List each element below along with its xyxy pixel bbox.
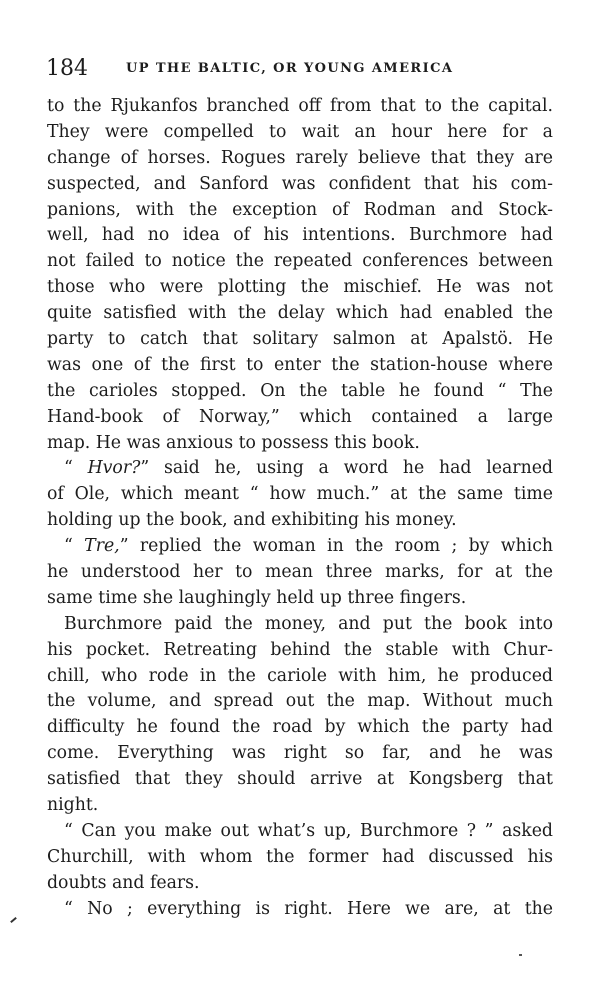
text-line: doubts and fears.	[47, 872, 200, 893]
open-quote: “	[64, 458, 88, 479]
text-line: was one of the first to enter the station-house where	[47, 354, 553, 375]
italic-word: Tre,	[84, 536, 120, 557]
page-number: 184	[46, 56, 88, 81]
running-title: UP THE BALTIC, OR YOUNG AMERICA	[126, 61, 454, 76]
text-line: Hand-book of Norway,” which contained a large	[47, 406, 553, 427]
text-line: not failed to notice the repeated conferences between	[47, 251, 553, 272]
page-header	[46, 56, 556, 86]
text-line: difficulty he found the road by which the party had	[47, 717, 553, 738]
italic-word: Hvor?	[87, 458, 141, 479]
text-line: to the Rjukanfos branched off from that to the capital.	[47, 96, 553, 116]
open-quote: “	[64, 536, 85, 557]
text-line: he understood her to mean three marks, for at the	[47, 562, 553, 583]
text-line: well, had no idea of his intentions. Burchmore had	[47, 225, 553, 246]
text-line: party to catch that solitary salmon at Apalstö. He	[47, 329, 553, 350]
line-rest: ” replied the woman in the room ; by which	[119, 536, 554, 557]
text-line: the carioles stopped. On the table he found “ The	[47, 380, 553, 401]
text-line: Churchill, with whom the former had discussed his	[47, 846, 553, 867]
text-line: come. Everything was right so far, and he was	[47, 743, 553, 764]
text-line: the volume, and spread out the map. Without much	[47, 691, 553, 712]
text-line: change of horses. Rogues rarely believe that they are	[47, 147, 553, 168]
text-line: of Ole, which meant “ how much.” at the same time	[47, 484, 553, 505]
text-line: quite satisfied with the delay which had enabled the	[47, 303, 553, 324]
text-line: “ Can you make out what’s up, Burchmore ? ” asked	[64, 820, 553, 841]
text-line: same time she laughingly held up three fingers.	[47, 587, 467, 608]
margin-dot	[519, 954, 522, 956]
body-text	[47, 94, 553, 923]
text-line	[47, 456, 553, 482]
text-line: chill, who rode in the cariole with him, he produced	[47, 665, 553, 686]
text-line: suspected, and Sanford was confident that his com-	[47, 173, 553, 194]
margin-mark	[10, 917, 17, 923]
text-line: those who were plotting the mischief. He was not	[47, 277, 553, 298]
text-line: satisfied that they should arrive at Kongsberg that	[47, 769, 553, 790]
text-line: holding up the book, and exhibiting his money.	[47, 510, 457, 531]
text-line: night.	[47, 795, 99, 816]
text-line: map. He was anxious to possess this book.	[47, 432, 420, 453]
text-line	[47, 534, 553, 560]
text-line: “ No ; everything is right. Here we are, at the	[64, 898, 553, 919]
line-rest: ” said he, using a word he had learned	[140, 458, 553, 479]
text-line: Burchmore paid the money, and put the book into	[64, 613, 553, 634]
text-line: his pocket. Retreating behind the stable with Chur-	[47, 639, 553, 660]
text-line: panions, with the exception of Rodman and Stock-	[47, 199, 553, 220]
text-line: They were compelled to wait an hour here for a	[47, 121, 553, 142]
